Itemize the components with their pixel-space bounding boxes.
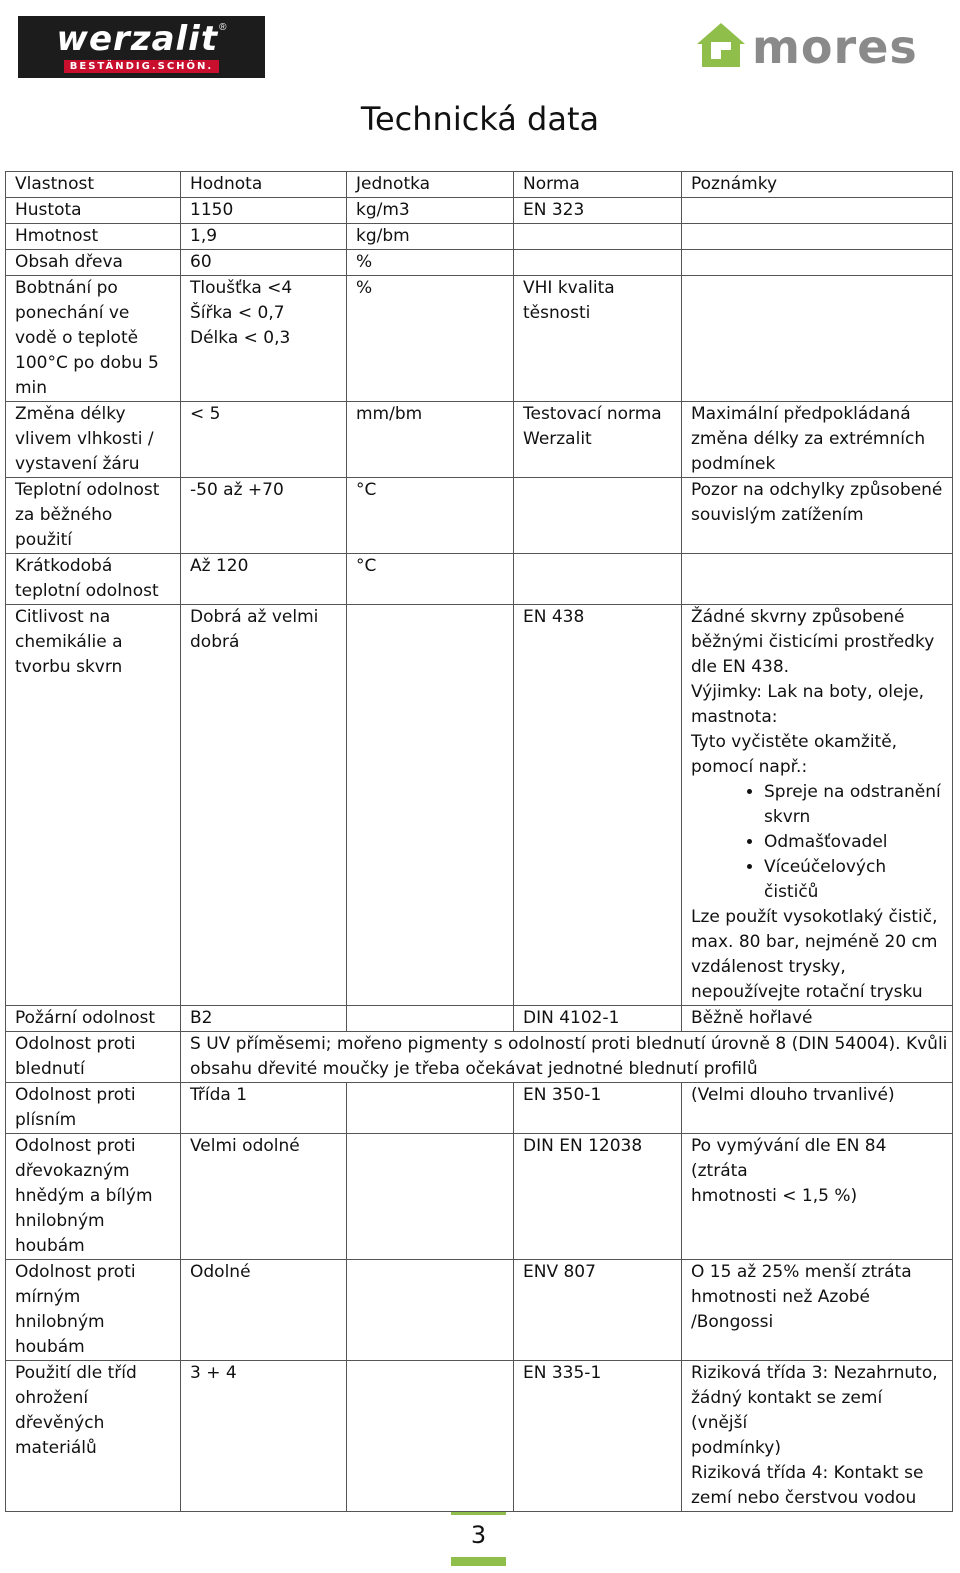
property-cell-line: použití	[15, 530, 73, 550]
norm-cell	[514, 478, 682, 554]
werzalit-logo-tagline: BESTÄNDIG.SCHÖN.	[64, 60, 219, 73]
notes-cell-line: mastnota:	[691, 707, 778, 727]
property-cell-line: Požární odolnost	[15, 1008, 155, 1028]
property-cell-line: chemikálie a	[15, 632, 123, 652]
notes-cell-line: O 15 až 25% menší ztráta	[691, 1262, 912, 1282]
norm-cell	[514, 554, 682, 605]
unit-cell	[347, 1134, 514, 1260]
value-cell-line: dobrá	[190, 632, 240, 652]
unit-cell	[347, 276, 514, 402]
norm-cell	[514, 1134, 682, 1260]
value-cell-line: 1,9	[190, 226, 218, 246]
list-item	[764, 855, 943, 905]
page-number-top-bar	[451, 1512, 506, 1515]
property-cell-line: Krátkodobá	[15, 556, 113, 576]
column-header-label: Vlastnost	[15, 174, 94, 194]
property-cell-line: houbám	[15, 1236, 85, 1256]
value-cell-line: Odolné	[190, 1262, 251, 1282]
column-header	[181, 172, 347, 198]
value-cell-line: B2	[190, 1008, 213, 1028]
value-cell-line: Tloušťka <4	[190, 278, 293, 298]
table-row	[6, 1083, 953, 1134]
norm-cell-line: DIN EN 12038	[523, 1136, 643, 1156]
property-cell-line: Bobtnání po	[15, 278, 118, 298]
norm-cell	[514, 198, 682, 224]
property-cell-line: Odolnost proti	[15, 1085, 136, 1105]
column-header-label: Hodnota	[190, 174, 263, 194]
table-row	[6, 276, 953, 402]
notes-cell-line: Pozor na odchylky způsobené	[691, 480, 943, 500]
property-cell-line: za běžného	[15, 505, 113, 525]
property-cell-line: blednutí	[15, 1059, 85, 1079]
table-row	[6, 250, 953, 276]
notes-cell-line: Riziková třída 3: Nezahrnuto,	[691, 1363, 938, 1383]
property-cell-line: dřevokazným	[15, 1161, 130, 1181]
property-cell-line: mírným	[15, 1287, 81, 1307]
table-row	[6, 1260, 953, 1361]
property-cell	[6, 224, 181, 250]
norm-cell	[514, 1006, 682, 1032]
table-row	[6, 605, 953, 1006]
notes-cell	[682, 478, 953, 554]
value-cell	[181, 402, 347, 478]
property-cell-line: 100°C po dobu 5	[15, 353, 159, 373]
unit-cell	[347, 605, 514, 1006]
house-icon	[694, 20, 748, 70]
value-cell	[181, 276, 347, 402]
table-header-row	[6, 172, 953, 198]
value-cell-line: 60	[190, 252, 212, 272]
notes-cell	[682, 402, 953, 478]
list-item-line: • Víceúčelových čističů	[764, 857, 887, 902]
notes-cell	[682, 198, 953, 224]
value-cell-line: Délka < 0,3	[190, 328, 291, 348]
value-cell	[181, 1006, 347, 1032]
norm-cell-line: Testovací norma	[523, 404, 662, 424]
notes-cell-line: Po vymývání dle EN 84 (ztráta	[691, 1136, 887, 1181]
unit-cell-line: °C	[356, 556, 377, 576]
property-cell	[6, 250, 181, 276]
notes-cell-line: žádný kontakt se zemí (vnější	[691, 1388, 883, 1433]
notes-cell	[682, 1260, 953, 1361]
page-number-bottom-bar	[451, 1557, 506, 1566]
merged-description-cell	[181, 1032, 953, 1083]
property-cell	[6, 1083, 181, 1134]
notes-cell-line: Tyto vyčistěte okamžitě,	[691, 732, 898, 752]
notes-cell	[682, 224, 953, 250]
property-cell	[6, 554, 181, 605]
property-cell-line: ponechání ve	[15, 303, 130, 323]
unit-cell-line: %	[356, 252, 373, 272]
value-cell	[181, 605, 347, 1006]
list-item-line: skvrn	[764, 807, 811, 827]
value-cell	[181, 1083, 347, 1134]
notes-cell	[682, 554, 953, 605]
unit-cell	[347, 1006, 514, 1032]
norm-cell	[514, 1361, 682, 1512]
column-header-label: Poznámky	[691, 174, 778, 194]
column-header	[514, 172, 682, 198]
property-cell-line: tvorbu skvrn	[15, 657, 123, 677]
norm-cell-line: EN 438	[523, 607, 585, 627]
unit-cell	[347, 1260, 514, 1361]
property-cell-line: dřevěných	[15, 1413, 105, 1433]
value-cell-line: Dobrá až velmi	[190, 607, 319, 627]
unit-cell-line: °C	[356, 480, 377, 500]
property-cell-line: vodě o teplotě	[15, 328, 139, 348]
notes-cell-line: souvislým zatížením	[691, 505, 864, 525]
value-cell	[181, 554, 347, 605]
value-cell-line: < 5	[190, 404, 221, 424]
cleaner-list	[691, 780, 943, 905]
value-cell	[181, 198, 347, 224]
page-number: 3	[470, 1521, 487, 1549]
property-cell-line: Odolnost proti	[15, 1034, 136, 1054]
property-cell-line: plísním	[15, 1110, 77, 1130]
mores-logo	[694, 18, 934, 74]
unit-cell	[347, 198, 514, 224]
list-item	[764, 780, 943, 830]
unit-cell	[347, 224, 514, 250]
list-item-line: • Spreje na odstranění	[764, 782, 941, 802]
value-cell	[181, 478, 347, 554]
norm-cell-line: EN 335-1	[523, 1363, 602, 1383]
value-cell-line: 3 + 4	[190, 1363, 237, 1383]
notes-cell-line: hmotnosti než Azobé	[691, 1287, 870, 1307]
property-cell	[6, 276, 181, 402]
norm-cell	[514, 1260, 682, 1361]
norm-cell	[514, 250, 682, 276]
property-cell-line: Citlivost na	[15, 607, 111, 627]
table-row	[6, 224, 953, 250]
merged-description-cell-line: S UV příměsemi; mořeno pigmenty s odolností proti blednutí úrovně 8 (DIN 54004). Kvůli	[190, 1034, 948, 1054]
property-cell	[6, 1006, 181, 1032]
unit-cell	[347, 478, 514, 554]
unit-cell	[347, 1361, 514, 1512]
notes-cell-line: Riziková třída 4: Kontakt se	[691, 1463, 924, 1483]
notes-cell-line: Lze použít vysokotlaký čistič,	[691, 907, 938, 927]
property-cell-line: houbám	[15, 1337, 85, 1357]
unit-cell-line: kg/m3	[356, 200, 410, 220]
norm-cell	[514, 605, 682, 1006]
table-row	[6, 1361, 953, 1512]
column-header	[682, 172, 953, 198]
property-cell-line: Obsah dřeva	[15, 252, 123, 272]
table-row	[6, 1006, 953, 1032]
notes-cell-line: Žádné skvrny způsobené	[691, 607, 905, 627]
value-cell	[181, 1260, 347, 1361]
norm-cell-line: EN 350-1	[523, 1085, 602, 1105]
notes-cell	[682, 250, 953, 276]
value-cell	[181, 1361, 347, 1512]
property-cell-line: teplotní odolnost	[15, 581, 159, 601]
value-cell	[181, 1134, 347, 1260]
property-cell-line: Hustota	[15, 200, 82, 220]
property-cell-line: vlivem vlhkosti /	[15, 429, 154, 449]
unit-cell	[347, 402, 514, 478]
property-cell	[6, 1361, 181, 1512]
notes-cell-line: změna délky za extrémních	[691, 429, 926, 449]
property-cell-line: hnilobným	[15, 1312, 105, 1332]
notes-cell-line: pomocí např.:	[691, 757, 808, 777]
property-cell	[6, 198, 181, 224]
notes-cell-line: nepoužívejte rotační trysku	[691, 982, 923, 1002]
property-cell	[6, 605, 181, 1006]
werzalit-logo-word: werzalit	[56, 19, 219, 59]
unit-cell-line: %	[356, 278, 373, 298]
notes-cell-line: podmínek	[691, 454, 776, 474]
list-item-line: • Odmašťovadel	[764, 832, 888, 852]
unit-cell	[347, 250, 514, 276]
property-cell	[6, 478, 181, 554]
notes-cell-line: běžnými čisticími prostředky	[691, 632, 935, 652]
property-cell	[6, 1032, 181, 1083]
column-header-label: Jednotka	[356, 174, 431, 194]
notes-cell-line: /Bongossi	[691, 1312, 774, 1332]
table-row	[6, 1032, 953, 1083]
norm-cell-line: ENV 807	[523, 1262, 596, 1282]
notes-cell	[682, 1134, 953, 1260]
table-row	[6, 554, 953, 605]
table-row	[6, 402, 953, 478]
norm-cell	[514, 276, 682, 402]
value-cell-line: Třída 1	[190, 1085, 248, 1105]
value-cell	[181, 224, 347, 250]
property-cell-line: materiálů	[15, 1438, 97, 1458]
norm-cell-line: Werzalit	[523, 429, 592, 449]
notes-cell	[682, 1361, 953, 1512]
property-cell-line: ohrožení	[15, 1388, 89, 1408]
property-cell-line: Teplotní odolnost	[15, 480, 160, 500]
norm-cell	[514, 402, 682, 478]
page-title: Technická data	[360, 100, 600, 138]
value-cell	[181, 250, 347, 276]
notes-cell-line: dle EN 438.	[691, 657, 790, 677]
property-cell-line: hnilobným	[15, 1211, 105, 1231]
property-cell	[6, 1260, 181, 1361]
technical-data-table	[5, 171, 953, 1512]
value-cell-line: Šířka < 0,7	[190, 303, 285, 323]
notes-cell	[682, 1083, 953, 1134]
werzalit-logo	[18, 16, 265, 78]
column-header	[347, 172, 514, 198]
merged-description-cell-line: obsahu dřevité moučky je třeba očekávat jednotné blednutí profilů	[190, 1059, 758, 1079]
table-row	[6, 1134, 953, 1260]
unit-cell-line: kg/bm	[356, 226, 410, 246]
value-cell-line: Až 120	[190, 556, 249, 576]
notes-cell-line: podmínky)	[691, 1438, 781, 1458]
property-cell-line: Odolnost proti	[15, 1136, 136, 1156]
property-cell-line: Použití dle tříd	[15, 1363, 137, 1383]
norm-cell	[514, 1083, 682, 1134]
property-cell-line: Odolnost proti	[15, 1262, 136, 1282]
norm-cell	[514, 224, 682, 250]
notes-cell-line: max. 80 bar, nejméně 20 cm	[691, 932, 938, 952]
column-header	[6, 172, 181, 198]
column-header-label: Norma	[523, 174, 580, 194]
value-cell-line: 1150	[190, 200, 234, 220]
property-cell-line: Změna délky	[15, 404, 126, 424]
norm-cell-line: VHI kvalita	[523, 278, 615, 298]
notes-cell-line: vzdálenost trysky,	[691, 957, 846, 977]
value-cell-line: Velmi odolné	[190, 1136, 300, 1156]
property-cell	[6, 1134, 181, 1260]
unit-cell	[347, 554, 514, 605]
value-cell-line: -50 až +70	[190, 480, 284, 500]
unit-cell	[347, 1083, 514, 1134]
table-row	[6, 198, 953, 224]
notes-cell-line: zemí nebo čerstvou vodou	[691, 1488, 917, 1508]
page-number-badge	[451, 1512, 506, 1566]
notes-cell	[682, 276, 953, 402]
property-cell	[6, 402, 181, 478]
registered-mark-icon: ®	[219, 22, 227, 33]
notes-cell-line: hmotnosti < 1,5 %)	[691, 1186, 858, 1206]
notes-cell-line: Maximální předpokládaná	[691, 404, 911, 424]
list-item	[764, 830, 943, 855]
mores-logo-word: mores	[752, 20, 918, 74]
norm-cell-line: DIN 4102-1	[523, 1008, 620, 1028]
property-cell-line: min	[15, 378, 48, 398]
table-row	[6, 478, 953, 554]
unit-cell-line: mm/bm	[356, 404, 423, 424]
notes-cell-line: (Velmi dlouho trvanlivé)	[691, 1085, 895, 1105]
notes-cell-line: Výjimky: Lak na boty, oleje,	[691, 682, 925, 702]
property-cell-line: vystavení žáru	[15, 454, 140, 474]
norm-cell-line: EN 323	[523, 200, 585, 220]
property-cell-line: hnědým a bílým	[15, 1186, 153, 1206]
norm-cell-line: těsnosti	[523, 303, 591, 323]
notes-cell	[682, 1006, 953, 1032]
property-cell-line: Hmotnost	[15, 226, 99, 246]
notes-cell-line: Běžně hořlavé	[691, 1008, 813, 1028]
notes-cell	[682, 605, 953, 1006]
